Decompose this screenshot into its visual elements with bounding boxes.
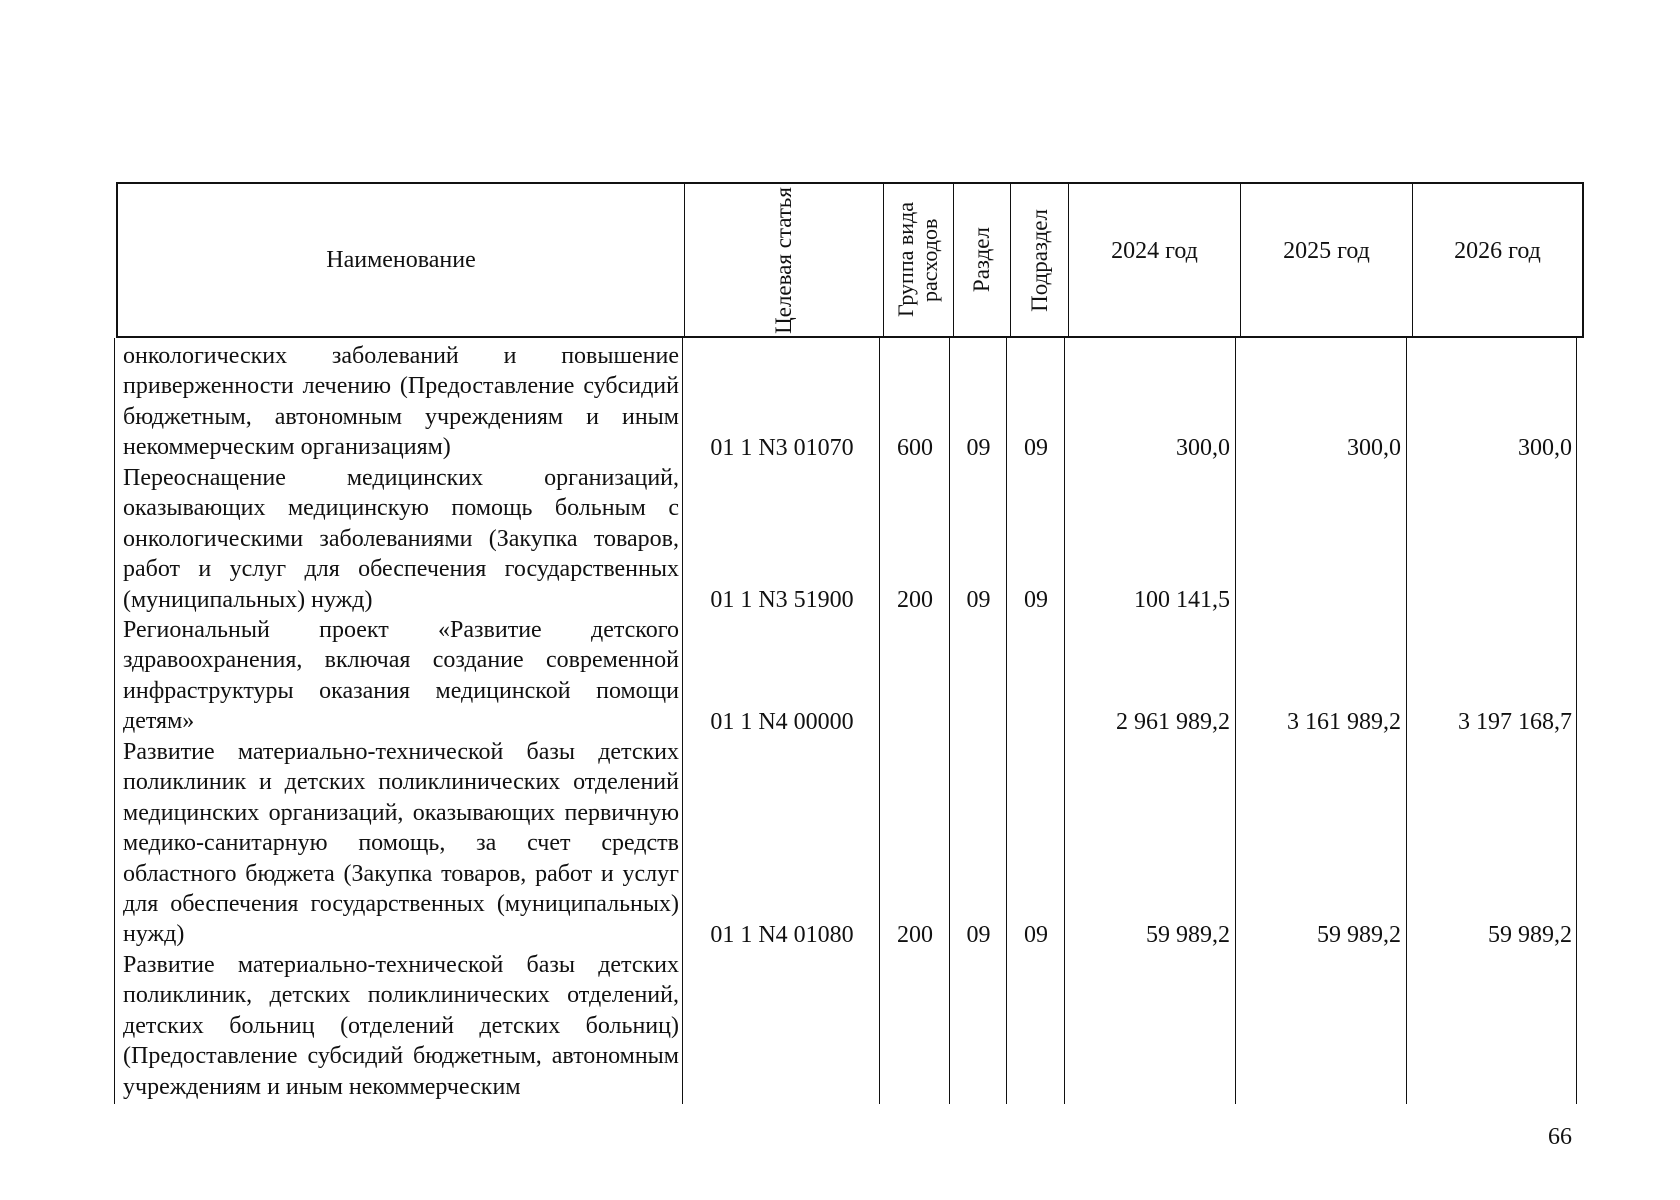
header-section-text: Раздел	[969, 227, 995, 293]
header-2026	[1412, 184, 1582, 336]
table-row-subsection: 09	[1024, 587, 1048, 613]
table-row-group: 600	[897, 435, 933, 461]
table-row-2024: 100 141,5	[1134, 587, 1230, 613]
table-row-2025: 300,0	[1347, 435, 1401, 461]
table-row-2025: 3 161 989,2	[1287, 709, 1401, 735]
table-row-2026: 59 989,2	[1488, 922, 1572, 948]
table-row-code: 01 1 N3 01070	[710, 435, 854, 461]
grid-line-2026	[1406, 338, 1407, 1104]
table-row-name: Развитие материально-технической базы детских поликлиник, детских поликлинических отделений, детских больниц (отделений детских больниц) (Предоставление субсидий бюджетным, автономным учреждениям и иным некоммерческим	[123, 952, 679, 1100]
grid-line-2025	[1235, 338, 1236, 1104]
table-row-2024: 59 989,2	[1146, 922, 1230, 948]
grid-line-subsection	[1006, 338, 1007, 1104]
header-subsection-text: Подраздел	[1026, 208, 1052, 312]
table-row-section: 09	[966, 922, 991, 948]
table-row-name: Региональный проект «Развитие детского здравоохранения, включая создание современной инфраструктуры оказания медицинской помощи детям»	[123, 617, 679, 735]
header-subsection	[1010, 184, 1068, 336]
table-row-code: 01 1 N4 00000	[710, 709, 854, 735]
header-name-text: Наименование	[326, 246, 476, 273]
header-2025	[1240, 184, 1412, 336]
table-row-2026: 3 197 168,7	[1458, 709, 1572, 735]
table-row-subsection: 09	[1024, 922, 1048, 948]
header-expense-group-text: Группа вида расходов	[893, 202, 943, 318]
grid-line-left	[114, 338, 115, 1104]
header-2024	[1068, 184, 1240, 336]
header-2026-text: 2026 год	[1454, 238, 1541, 264]
grid-line-2024	[1064, 338, 1065, 1104]
table-row-group: 200	[897, 922, 933, 948]
header-expense-group	[883, 184, 953, 336]
grid-line-code	[682, 338, 683, 1104]
header-target-article-text: Целевая статья	[771, 186, 797, 334]
grid-line-section	[949, 338, 950, 1104]
header-2024-text: 2024 год	[1111, 238, 1198, 264]
header-section	[953, 184, 1010, 336]
table-row-section: 09	[966, 435, 991, 461]
table-row-name: Развитие материально-технической базы детских поликлиник и детских поликлинических отделений медицинских организаций, оказывающих первичную медико-санитарную помощь, за счет средств областного бюджета (Закупка товаров, работ и услуг для обеспечения государственных (муниципальных) нужд)	[123, 739, 679, 948]
table-row-group: 200	[897, 587, 933, 613]
page-number: 66	[1548, 1124, 1572, 1150]
table-row-section: 09	[966, 587, 991, 613]
table-row-2025: 59 989,2	[1317, 922, 1401, 948]
header-name	[118, 184, 684, 336]
table-row-subsection: 09	[1024, 435, 1048, 461]
table-row-2024: 2 961 989,2	[1116, 709, 1230, 735]
table-header	[116, 182, 1584, 338]
grid-line-right	[1576, 338, 1577, 1104]
table-row-code: 01 1 N3 51900	[710, 587, 854, 613]
header-2025-text: 2025 год	[1283, 238, 1370, 264]
table-row-code: 01 1 N4 01080	[710, 922, 854, 948]
table-row-name: Переоснащение медицинских организаций, оказывающих медицинскую помощь больным с онкологическими заболеваниями (Закупка товаров, работ и услуг для обеспечения государственных (муниципальных) нужд)	[123, 465, 679, 613]
table-row-2024: 300,0	[1176, 435, 1230, 461]
header-target-article	[684, 184, 883, 336]
table-row-2026: 300,0	[1518, 435, 1572, 461]
table-row-name: онкологических заболеваний и повышение приверженности лечению (Предоставление субсидий бюджетным, автономным учреждениям и иным некоммерческим организациям)	[123, 343, 679, 461]
